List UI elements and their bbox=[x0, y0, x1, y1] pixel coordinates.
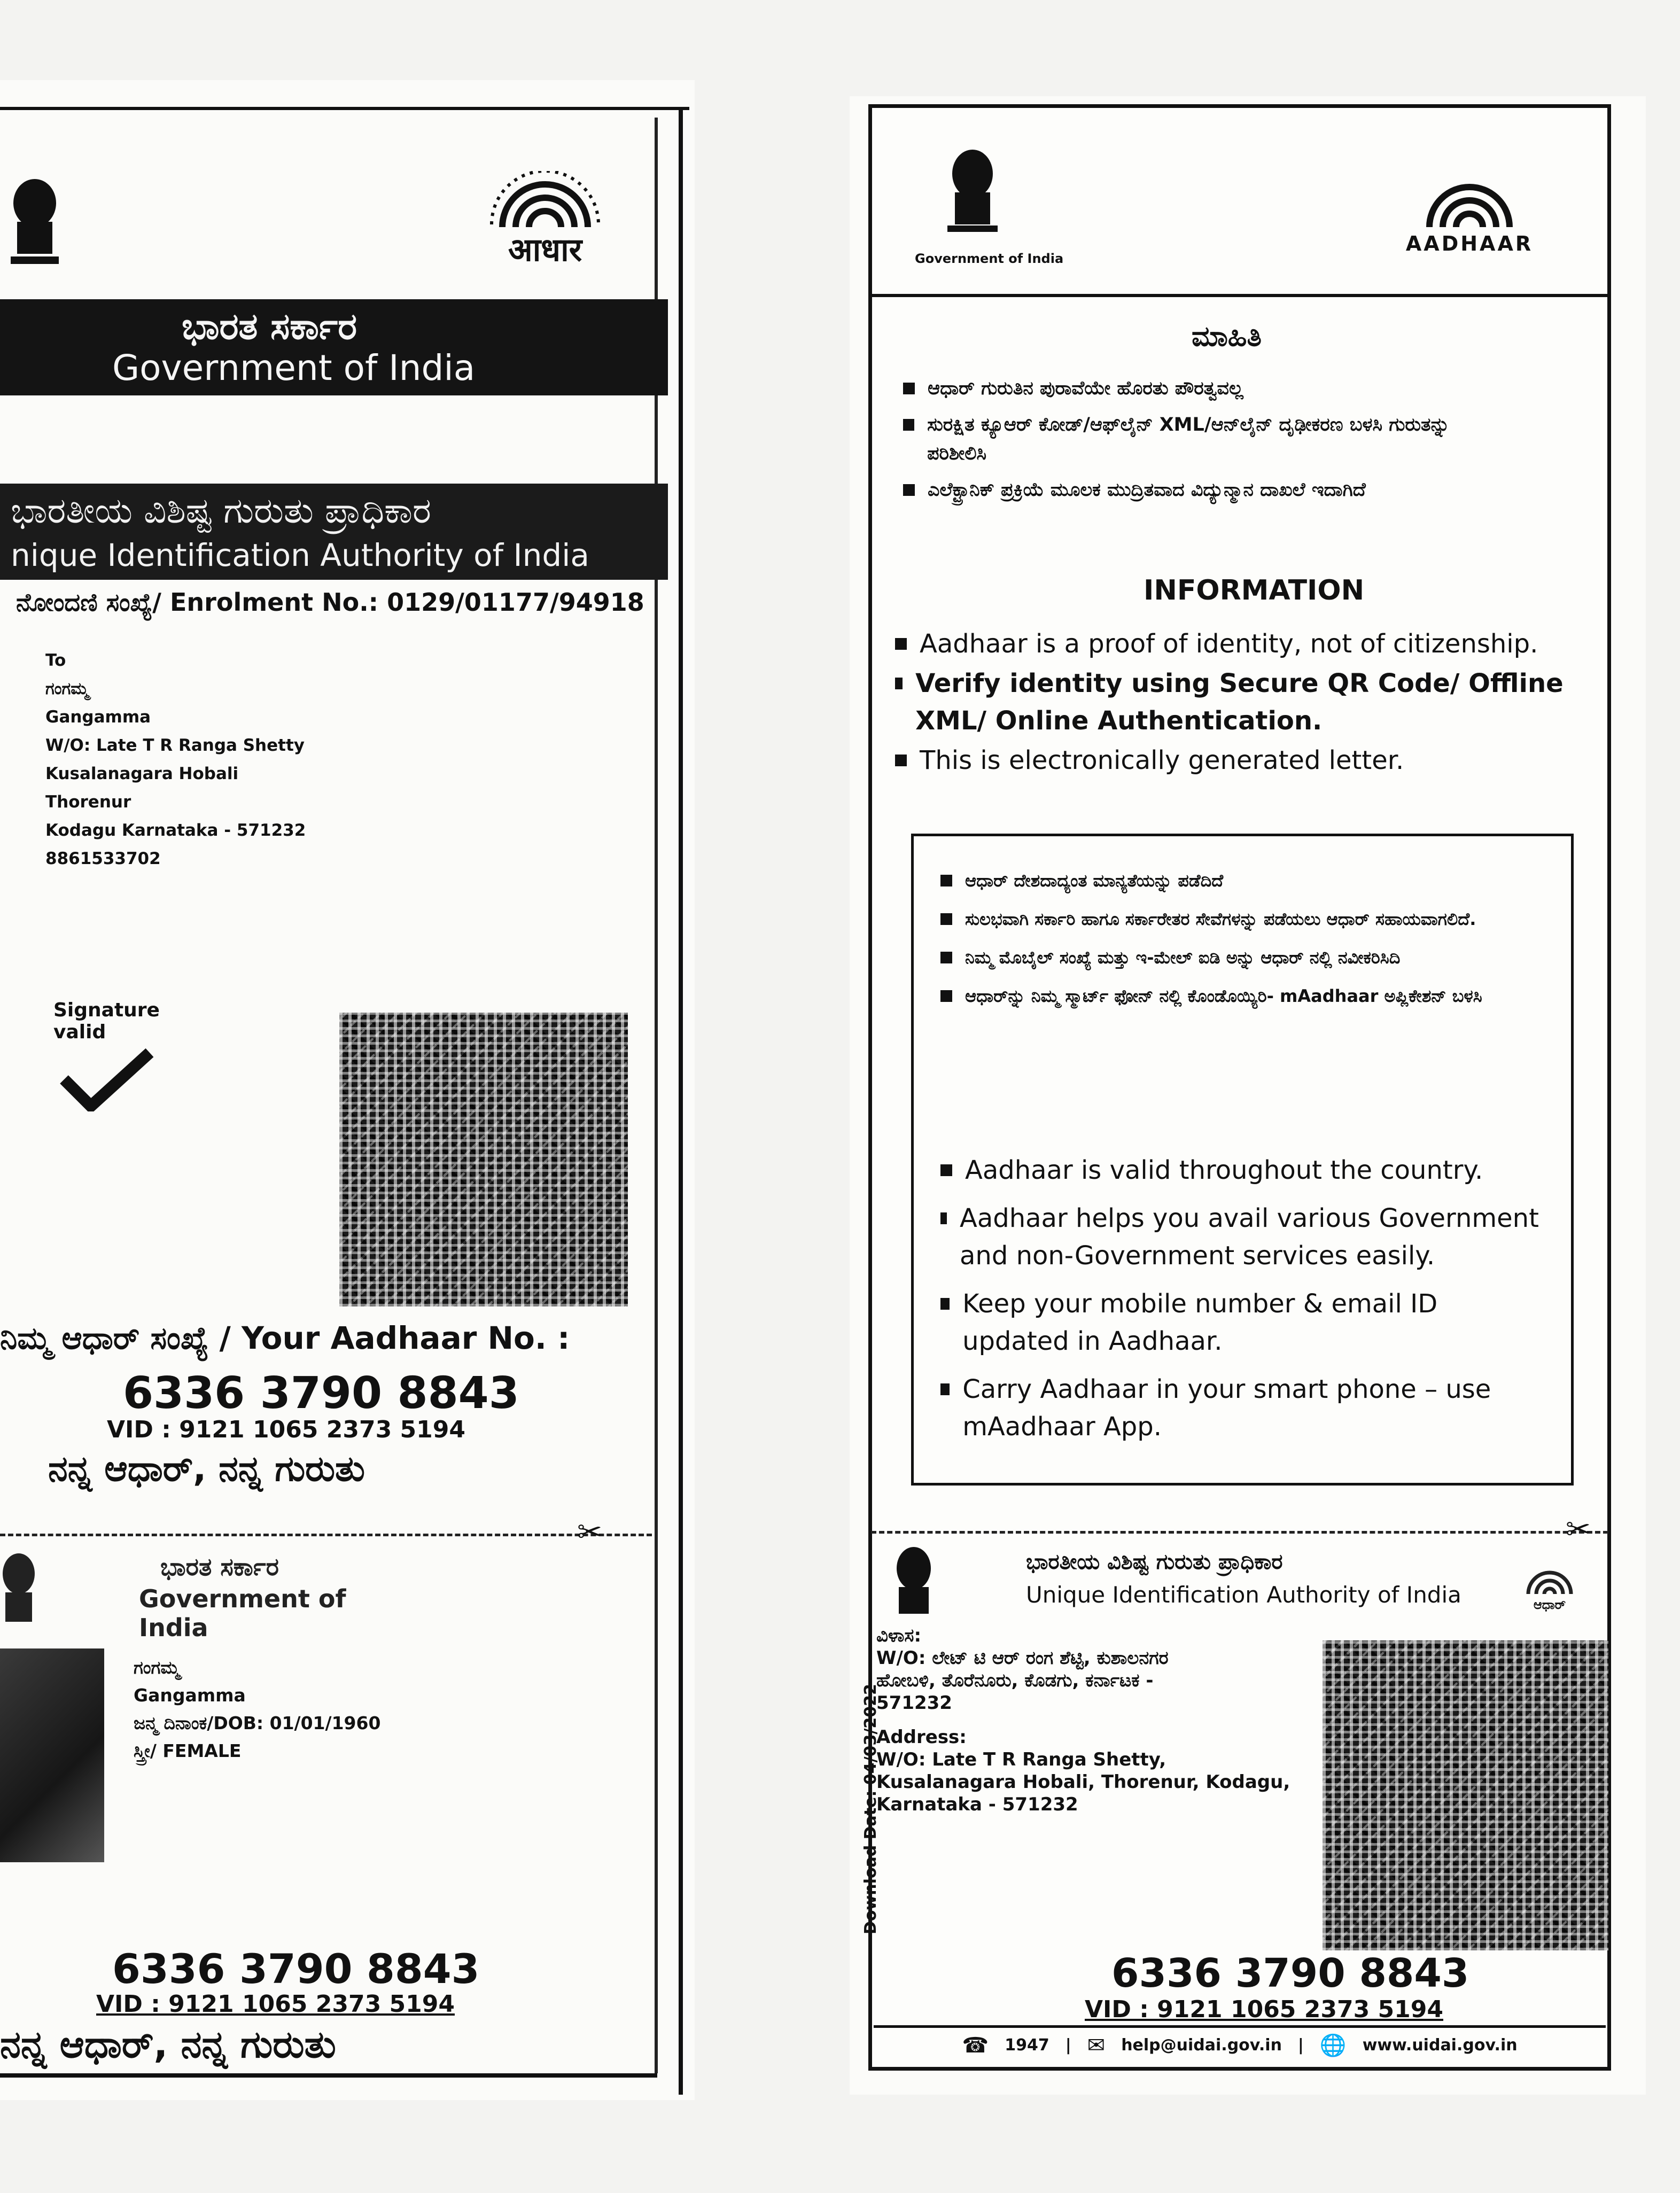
email-icon: ✉ bbox=[1087, 2033, 1106, 2058]
qr-code bbox=[339, 1013, 628, 1307]
box-en-item: Keep your mobile number & email ID updated in Aadhaar. bbox=[940, 1285, 1539, 1360]
address-line: To bbox=[45, 651, 66, 670]
card-gender: ಸ್ತ್ರೀ/ FEMALE bbox=[134, 1740, 242, 1761]
left-inner-border bbox=[655, 118, 658, 2073]
box-en-item: Aadhaar helps you avail various Government and non-Government services easily. bbox=[940, 1200, 1539, 1274]
photo bbox=[0, 1648, 104, 1862]
vid-number: VID : 9121 1065 2373 5194 bbox=[107, 1416, 465, 1443]
info-title-en: INFORMATION bbox=[1144, 574, 1365, 606]
bullet-icon bbox=[903, 484, 915, 496]
card-aadhaar-number: 6336 3790 8843 bbox=[112, 1945, 480, 1993]
info-kn-list bbox=[903, 374, 1491, 504]
box-kn-item: ಸುಲಭವಾಗಿ ಸರ್ಕಾರಿ ಹಾಗೂ ಸರ್ಕಾರೇತರ ಸೇವೆಗಳನ್ನು ಪಡೆಯಲು ಆಧಾರ್ ಸಹಾಯವಾಗಲಿದೆ. bbox=[940, 907, 1518, 931]
address-line: 8861533702 bbox=[45, 849, 161, 868]
bullet-icon bbox=[940, 990, 952, 1002]
enrolment-row bbox=[16, 588, 644, 618]
right-emblem-icon bbox=[943, 144, 1002, 246]
bullet-icon bbox=[940, 1383, 950, 1395]
uidai-kn: ಭಾರತೀಯ ವಿಶಿಷ್ಟ ಗುರುತು ಪ್ರಾಧಿಕಾರ bbox=[11, 490, 431, 531]
enrolment-label: ನೋಂದಣಿ ಸಂಖ್ಯೆ/ Enrolment No.: bbox=[16, 588, 379, 617]
right-cut-line bbox=[871, 1531, 1608, 1534]
address-block bbox=[45, 647, 306, 873]
address-kn: W/O: ಲೇಟ್ ಟಿ ಆರ್ ರಂಗ ಶೆಟ್ಟಿ, ಕುಶಾಲನಗರ ಹೋಬಳಿ, ತೊರೆನೂರು, ಕೊಡಗು, ಕರ್ನಾಟಕ - 571232 bbox=[876, 1647, 1169, 1714]
address-line: ಗಂಗಮ್ಮ bbox=[45, 679, 89, 698]
card-name-en: Gangamma bbox=[134, 1685, 246, 1706]
right-aadhaar-logo bbox=[1384, 171, 1555, 283]
uidai-banner bbox=[0, 484, 668, 580]
separator: | bbox=[1297, 2036, 1304, 2055]
card-gov-banner bbox=[107, 1552, 406, 1642]
email[interactable]: help@uidai.gov.in bbox=[1121, 2036, 1282, 2055]
card-gov-en: Government of India bbox=[139, 1584, 346, 1642]
right-card-uidai-en: Unique Identification Authority of India bbox=[1026, 1582, 1461, 1608]
info-title-kn: ಮಾಹಿತಿ bbox=[1192, 321, 1262, 353]
card-name-kn: ಗಂಗಮ್ಮ bbox=[134, 1657, 180, 1678]
box-en-item: Carry Aadhaar in your smart phone – use mAadhaar App. bbox=[940, 1371, 1539, 1445]
right-gov-label: Government of India bbox=[915, 251, 1064, 266]
box-kn-list bbox=[940, 868, 1518, 1008]
right-card-address bbox=[876, 1624, 1304, 1816]
box-kn-item: ಆಧಾರ್ ದೇಶದಾದ್ಯಂತ ಮಾನ್ಯತೆಯನ್ನು ಪಡೆದಿದೆ bbox=[940, 868, 1518, 893]
signature-label: Signature valid bbox=[53, 999, 160, 1043]
card-gov-kn: ಭಾರತ ಸರ್ಕಾರ bbox=[160, 1552, 279, 1581]
right-card-aadhaar-number: 6336 3790 8843 bbox=[1111, 1950, 1469, 1996]
address-label-en: Address: bbox=[876, 1727, 967, 1748]
enrolment-number: 0129/01177/94918 bbox=[387, 588, 644, 617]
box-en-item: Aadhaar is valid throughout the country. bbox=[940, 1152, 1539, 1189]
right-card-vid: VID : 9121 1065 2373 5194 bbox=[1085, 1996, 1443, 2023]
address-en: W/O: Late T R Ranga Shetty, Kusalanagara Hobali, Thorenur, Kodagu, Karnataka - 571232 bbox=[876, 1749, 1290, 1815]
info-en-item: Aadhaar is a proof of identity, not of citizenship. bbox=[895, 625, 1600, 663]
right-card-logo bbox=[1518, 1563, 1582, 1622]
info-box bbox=[911, 834, 1574, 1486]
address-line: Thorenur bbox=[45, 792, 131, 812]
bullet-icon bbox=[940, 1212, 947, 1224]
right-card-logo-text: ಆಧಾರ್ bbox=[1533, 1597, 1566, 1612]
box-en-list bbox=[940, 1152, 1539, 1445]
bullet-icon bbox=[940, 1164, 952, 1176]
bullet-icon bbox=[895, 678, 903, 689]
cut-line bbox=[0, 1534, 652, 1536]
tagline-kn: ನನ್ನ ಆಧಾರ್, ನನ್ನ ಗುರುತು bbox=[48, 1448, 365, 1489]
bullet-icon bbox=[940, 1298, 950, 1310]
phone-icon: ☎ bbox=[962, 2033, 989, 2058]
info-en-list bbox=[895, 625, 1600, 779]
aadhaar-number: 6336 3790 8843 bbox=[123, 1368, 519, 1419]
address-line: Gangamma bbox=[45, 707, 151, 727]
card-tagline-kn: ನನ್ನ ಆಧಾರ್, ನನ್ನ ಗುರುತು bbox=[0, 2023, 336, 2066]
left-page-border-top bbox=[0, 107, 689, 110]
left-page-border-right bbox=[679, 107, 683, 2095]
scissors-icon: ✂ bbox=[577, 1515, 602, 1550]
website[interactable]: www.uidai.gov.in bbox=[1362, 2036, 1518, 2055]
checkmark-icon bbox=[53, 1047, 160, 1111]
bullet-icon bbox=[940, 875, 952, 886]
aadhaar-logo bbox=[460, 171, 631, 278]
right-scissors-icon: ✂ bbox=[1566, 1512, 1591, 1547]
card-dob: ಜನ್ಮ ದಿನಾಂಕ/DOB: 01/01/1960 bbox=[134, 1713, 381, 1733]
card-vid: VID : 9121 1065 2373 5194 bbox=[96, 1990, 455, 2018]
card-bottom-border bbox=[0, 2073, 657, 2078]
download-date: Download Date: 04/03/2022 bbox=[861, 1684, 880, 1934]
info-kn-item: ಆಧಾರ್ ಗುರುತಿನ ಪುರಾವೆಯೇ ಹೊರತು ಪೌರತ್ವವಲ್ಲ bbox=[903, 374, 1491, 403]
signature-block bbox=[53, 999, 214, 1106]
emblem-icon bbox=[5, 171, 64, 278]
gov-kn: ಭಾರತ ಸರ್ಕಾರ bbox=[182, 306, 357, 348]
phone-number: 1947 bbox=[1005, 2036, 1049, 2055]
card-emblem-icon bbox=[0, 1550, 37, 1630]
right-card-uidai-kn: ಭಾರತೀಯ ವಿಶಿಷ್ಟ ಗುರುತು ಪ್ರಾಧಿಕಾರ bbox=[1026, 1550, 1283, 1574]
bullet-icon bbox=[903, 383, 915, 394]
gov-en: Government of India bbox=[112, 347, 476, 388]
contact-bar bbox=[874, 2025, 1606, 2063]
aadhaar-logo-text: आधार bbox=[508, 231, 582, 269]
box-kn-item: ಆಧಾರ್‌ನ್ನು ನಿಮ್ಮ ಸ್ಮಾರ್ಟ್ ಫೋನ್ ನಲ್ಲಿ ಕೊಂಡೊಯ್ಯಿರಿ- mAadhaar ಅಪ್ಲಿಕೇಶನ್ ಬಳಸಿ bbox=[940, 984, 1518, 1008]
bullet-icon bbox=[895, 638, 907, 650]
globe-icon: 🌐 bbox=[1319, 2033, 1347, 2058]
address-line: Kusalanagara Hobali bbox=[45, 764, 239, 783]
uidai-en: nique Identification Authority of India bbox=[11, 537, 589, 573]
bullet-icon bbox=[895, 755, 907, 766]
address-label-kn: ವಿಳಾಸ: bbox=[876, 1625, 922, 1646]
separator: | bbox=[1065, 2036, 1071, 2055]
info-en-item: This is electronically generated letter. bbox=[895, 742, 1600, 779]
gov-banner bbox=[0, 299, 668, 395]
box-kn-item: ನಿಮ್ಮ ಮೊಬೈಲ್ ಸಂಖ್ಯೆ ಮತ್ತು ಇ-ಮೇಲ್ ಐಡಿ ಅನ್ನು ಆಧಾರ್ ನಲ್ಲಿ ನವೀಕರಿಸಿದಿ bbox=[940, 945, 1518, 970]
info-kn-item: ಸುರಕ್ಷಿತ ಕ್ಯೂಆರ್ ಕೋಡ್/ಆಫ್‌ಲೈನ್ XML/ಆನ್‌ಲೈನ್ ದೃಢೀಕರಣ ಬಳಸಿ ಗುರುತನ್ನು ಪರಿಶೀಲಿಸಿ bbox=[903, 410, 1491, 468]
card-details bbox=[134, 1654, 380, 1765]
right-qr-code bbox=[1323, 1640, 1608, 1950]
bullet-icon bbox=[940, 952, 952, 963]
right-header-divider bbox=[871, 294, 1608, 297]
right-card-emblem-icon bbox=[892, 1544, 935, 1624]
bullet-icon bbox=[940, 913, 952, 925]
address-line: W/O: Late T R Ranga Shetty bbox=[45, 736, 305, 755]
right-aadhaar-logo-text: AADHAAR bbox=[1405, 232, 1534, 255]
bullet-icon bbox=[903, 419, 914, 431]
your-aadhaar-label: ನಿಮ್ಮ ಆಧಾರ್ ಸಂಖ್ಯೆ / Your Aadhaar No. : bbox=[0, 1320, 570, 1356]
info-en-item: Verify identity using Secure QR Code/ Offline XML/ Online Authentication. bbox=[895, 665, 1600, 740]
address-line: Kodagu Karnataka - 571232 bbox=[45, 821, 306, 840]
info-kn-item: ಎಲೆಕ್ಟ್ರಾನಿಕ್ ಪ್ರಕ್ರಿಯೆ ಮೂಲಕ ಮುದ್ರಿತವಾದ ವಿದ್ಯುನ್ಮಾನ ದಾಖಲೆ ಇದಾಗಿದೆ bbox=[903, 476, 1491, 504]
